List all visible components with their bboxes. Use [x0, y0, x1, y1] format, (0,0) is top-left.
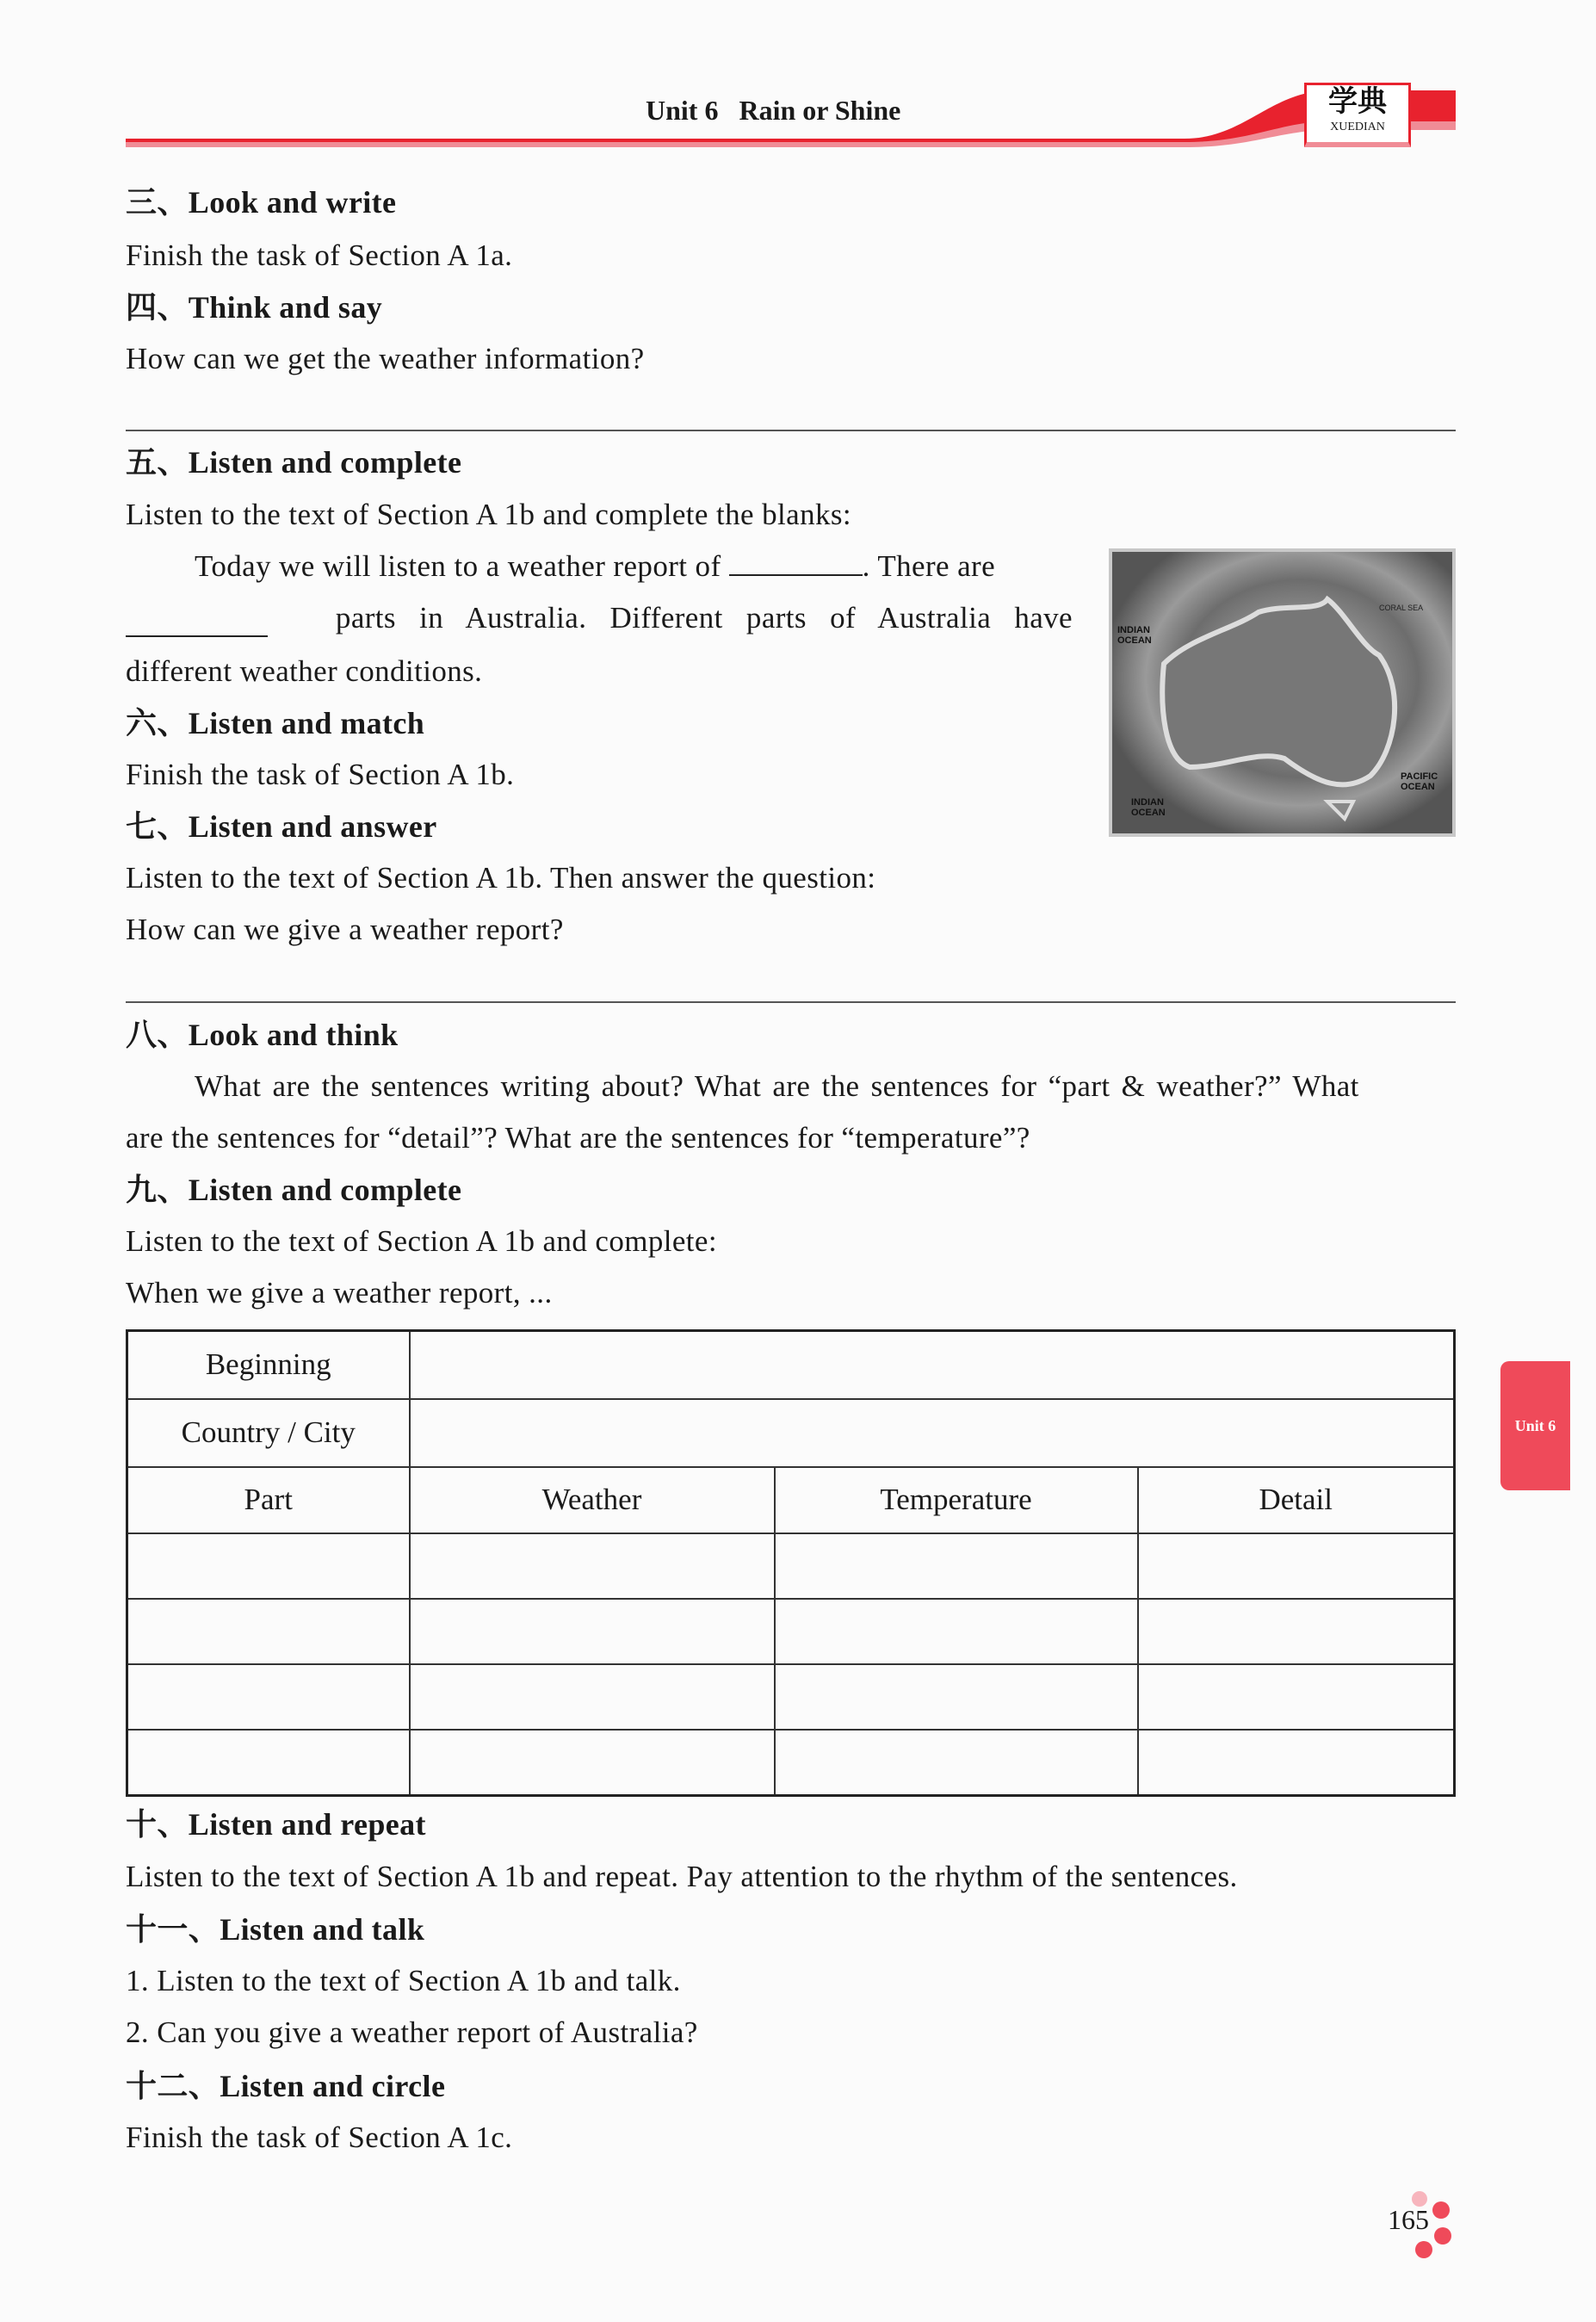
- header-ribbon: [126, 82, 1456, 151]
- table-cell[interactable]: [410, 1533, 775, 1599]
- row-label-beginning: Beginning: [127, 1331, 410, 1399]
- section-6-heading: 六、Listen and match: [126, 706, 425, 740]
- table-cell[interactable]: [775, 1664, 1138, 1730]
- blank-1[interactable]: [729, 574, 863, 576]
- header-title: Rain or Shine: [739, 95, 901, 126]
- section-8-heading: 八、Look and think: [126, 1018, 399, 1052]
- map-label: CORAL SEA: [1379, 604, 1424, 612]
- table-cell[interactable]: [127, 1599, 410, 1664]
- section-8-text-1: What are the sentences writing about? What are the sentences for “part & weather?” What: [195, 1069, 1359, 1103]
- section-8-text-2: are the sentences for “detail”? What are the sentences for “temperature”?: [126, 1121, 1030, 1155]
- section-12-heading: 十二、Listen and circle: [126, 2069, 446, 2103]
- cell-country[interactable]: [410, 1399, 1455, 1467]
- col-header-detail: Detail: [1138, 1467, 1455, 1533]
- map-label: INDIAN OCEAN: [1131, 797, 1166, 818]
- blank-2[interactable]: [126, 599, 268, 637]
- row-label-country: Country / City: [127, 1399, 410, 1467]
- section-9-text-2: When we give a weather report, ...: [126, 1276, 553, 1310]
- table-row: [127, 1533, 1455, 1599]
- section-4-heading: 四、Think and say: [126, 290, 383, 325]
- para-line1: Today we will listen to a weather report of: [195, 549, 721, 583]
- col-header-weather: Weather: [410, 1467, 775, 1533]
- para-line2: parts in Australia. Different parts of Australia have: [335, 601, 1073, 635]
- page-number: 165: [1388, 2204, 1429, 2235]
- table-cell[interactable]: [127, 1664, 410, 1730]
- table-cell[interactable]: [1138, 1664, 1455, 1730]
- section-3-text: Finish the task of Section A 1a.: [126, 238, 513, 272]
- section-11-item-1: 1. Listen to the text of Section A 1b and talk.: [126, 1964, 681, 1997]
- para-line1b: . There are: [862, 549, 996, 583]
- table-cell[interactable]: [1138, 1730, 1455, 1796]
- logo-en: XUEDIAN: [1330, 121, 1385, 133]
- unit-side-tab: [1500, 1361, 1570, 1490]
- section-12-text: Finish the task of Section A 1c.: [126, 2121, 513, 2154]
- logo-cn: 学典: [1328, 86, 1387, 118]
- table-cell[interactable]: [410, 1730, 775, 1796]
- section-9-heading: 九、Listen and complete: [126, 1173, 462, 1207]
- table-cell[interactable]: [775, 1533, 1138, 1599]
- xuedian-logo: [1304, 83, 1411, 147]
- weather-report-table: [126, 1329, 1456, 1797]
- col-header-temperature: Temperature: [775, 1467, 1138, 1533]
- section-9-text-1: Listen to the text of Section A 1b and complete:: [126, 1224, 717, 1258]
- section-5-heading: 五、Listen and complete: [126, 445, 462, 480]
- section-11-item-2: 2. Can you give a weather report of Australia?: [126, 2015, 698, 2049]
- australia-map: [1109, 548, 1456, 837]
- table-cell[interactable]: [410, 1599, 775, 1664]
- table-cell[interactable]: [1138, 1599, 1455, 1664]
- table-cell[interactable]: [410, 1664, 775, 1730]
- divider: [126, 1001, 1456, 1003]
- map-label: INDIAN OCEAN: [1117, 625, 1152, 646]
- section-4-text: How can we get the weather information?: [126, 342, 645, 375]
- section-7-text: Listen to the text of Section A 1b. Then answer the question:: [126, 861, 876, 895]
- table-cell[interactable]: [1138, 1533, 1455, 1599]
- section-10-text: Listen to the text of Section A 1b and repeat. Pay attention to the rhythm of the sentences.: [126, 1860, 1238, 1893]
- section-7-heading: 七、Listen and answer: [126, 809, 437, 844]
- side-tab-label: Unit 6: [1514, 1416, 1556, 1434]
- table-row: [127, 1599, 1455, 1664]
- table-row: [127, 1730, 1455, 1796]
- table-cell[interactable]: [775, 1599, 1138, 1664]
- cell-beginning[interactable]: [410, 1331, 1455, 1399]
- para-line3: different weather conditions.: [126, 654, 483, 688]
- table-cell[interactable]: [127, 1730, 410, 1796]
- section-3-heading: 三、Look and write: [126, 185, 397, 220]
- header-unit: Unit 6: [646, 95, 719, 126]
- section-7-question: How can we give a weather report?: [126, 913, 564, 946]
- table-cell[interactable]: [127, 1533, 410, 1599]
- section-6-text: Finish the task of Section A 1b.: [126, 758, 515, 791]
- table-row: [127, 1664, 1455, 1730]
- divider: [126, 430, 1456, 431]
- map-label: PACIFIC OCEAN: [1401, 771, 1438, 792]
- section-11-heading: 十一、Listen and talk: [126, 1912, 425, 1947]
- section-5-text: Listen to the text of Section A 1b and complete the blanks:: [126, 498, 852, 531]
- table-cell[interactable]: [775, 1730, 1138, 1796]
- col-header-part: Part: [127, 1467, 410, 1533]
- section-10-heading: 十、Listen and repeat: [126, 1807, 426, 1842]
